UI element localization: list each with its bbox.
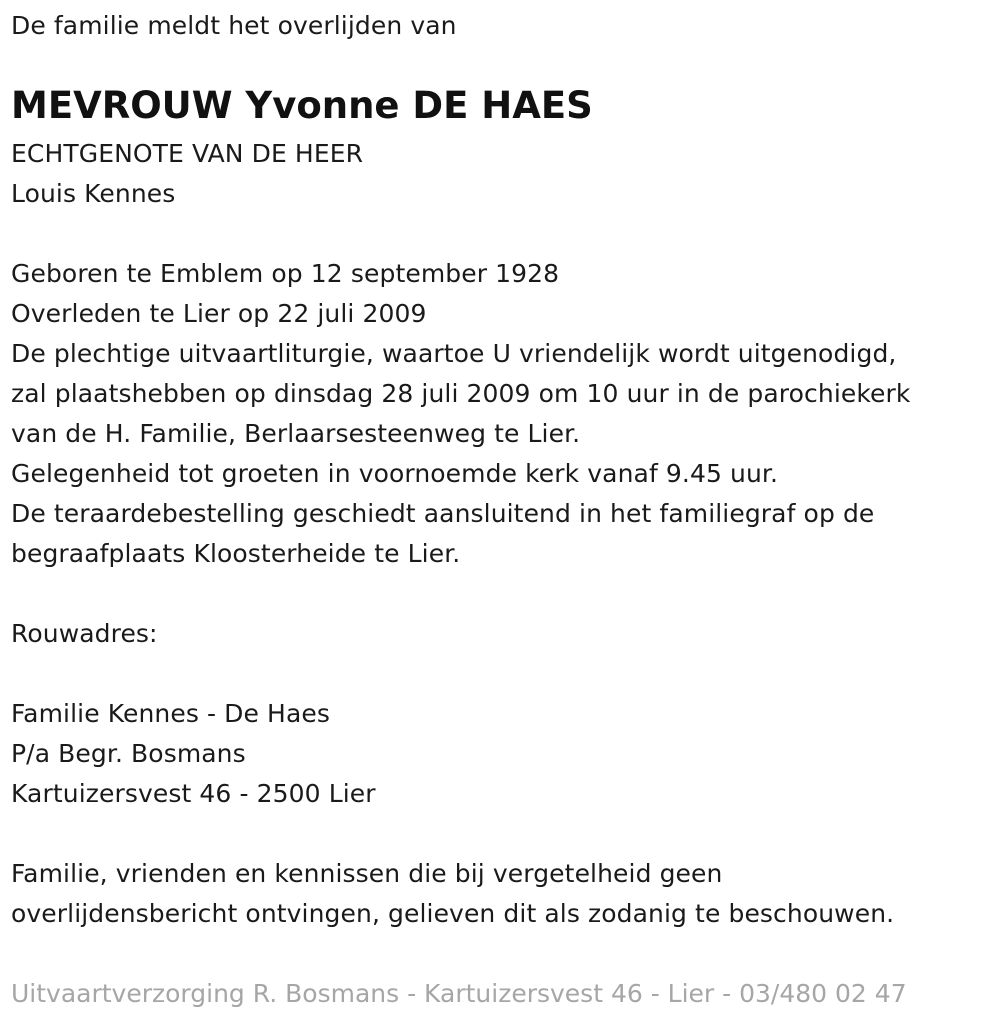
- address-label-block: [11, 614, 158, 654]
- condolence-line: Gelegenheid tot groeten in voornoemde kerk vanaf 9.45 uur.: [11, 459, 779, 488]
- spouse-block: [11, 134, 363, 214]
- funeral-line: De plechtige uitvaartliturgie, waartoe U vriendelijk wordt uitgenodigd,: [11, 339, 897, 368]
- closing-line: Familie, vrienden en kennissen die bij vergetelheid geen: [11, 859, 723, 888]
- funeral-line: van de H. Familie, Berlaarsesteenweg te Lier.: [11, 419, 581, 448]
- death-line: Overleden te Lier op 22 juli 2009: [11, 299, 427, 328]
- address-line: Kartuizersvest 46 - 2500 Lier: [11, 779, 376, 808]
- address-block: [11, 694, 376, 814]
- spouse-name: Louis Kennes: [11, 179, 176, 208]
- spouse-title: ECHTGENOTE VAN DE HEER: [11, 139, 364, 168]
- intro-text: De familie meldt het overlijden van: [11, 11, 457, 40]
- funeral-line: zal plaatshebben op dinsdag 28 juli 2009 om 10 uur in de parochiekerk: [11, 379, 911, 408]
- closing-block: [11, 854, 894, 934]
- address-line: P/a Begr. Bosmans: [11, 739, 246, 768]
- burial-line: begraafplaats Kloosterheide te Lier.: [11, 539, 461, 568]
- address-line: Familie Kennes - De Haes: [11, 699, 330, 728]
- address-label: Rouwadres:: [11, 619, 158, 648]
- funeral-home-footer: Uitvaartverzorging R. Bosmans - Kartuizersvest 46 - Lier - 03/480 02 47: [11, 979, 907, 1008]
- burial-line: De teraardebestelling geschiedt aansluitend in het familiegraf op de: [11, 499, 875, 528]
- closing-line: overlijdensbericht ontvingen, gelieven dit als zodanig te beschouwen.: [11, 899, 895, 928]
- details-block: [11, 254, 910, 574]
- birth-line: Geboren te Emblem op 12 september 1928: [11, 259, 560, 288]
- deceased-name: MEVROUW Yvonne DE HAES: [11, 84, 593, 127]
